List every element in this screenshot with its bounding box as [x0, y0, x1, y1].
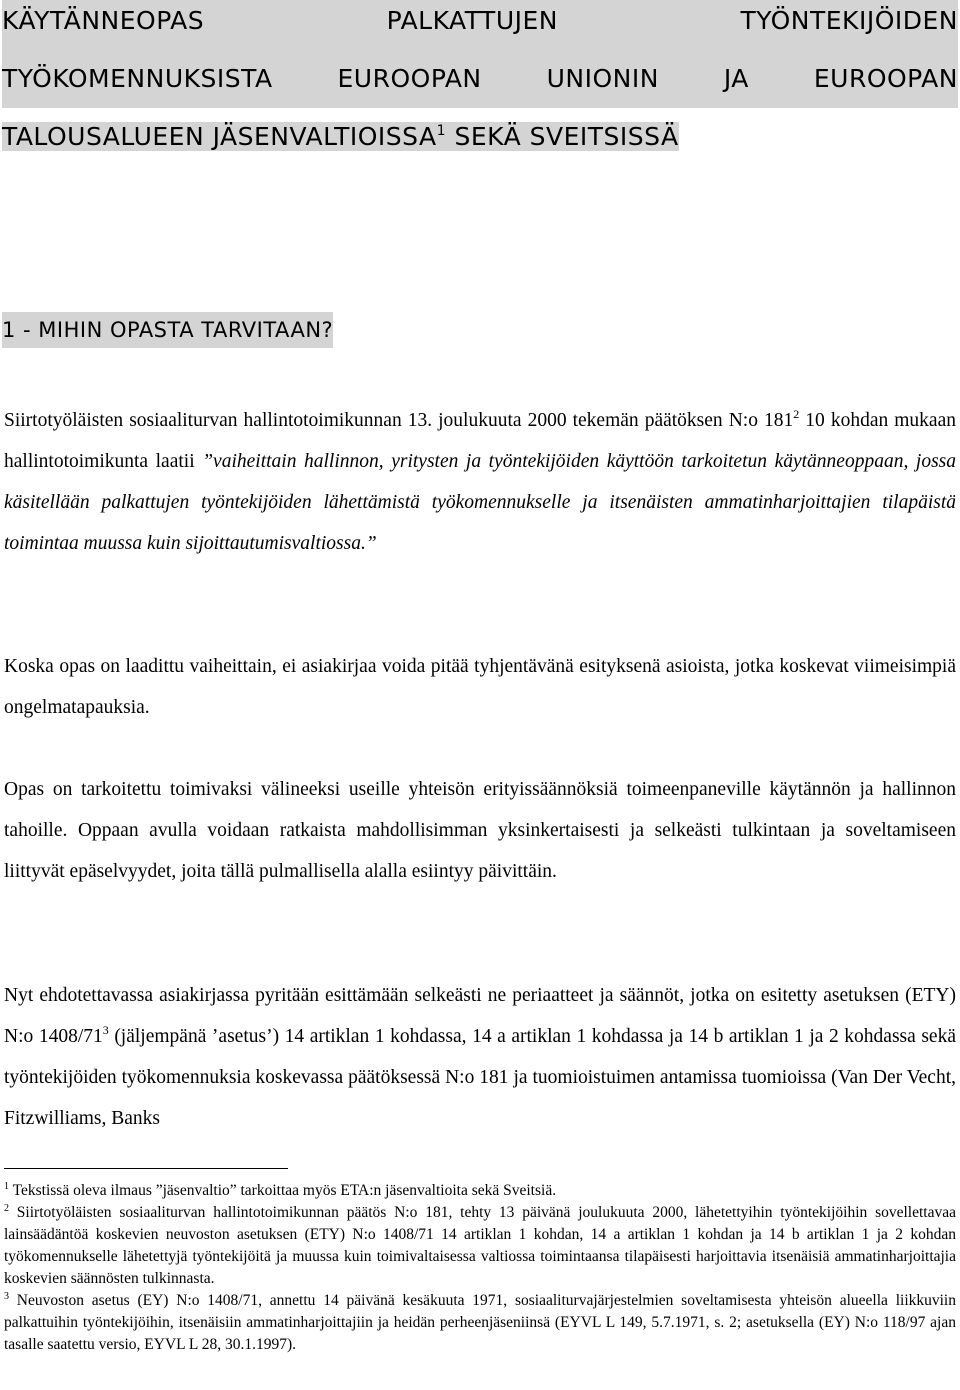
- document-title: [2, 0, 958, 166]
- title-word: TYÖNTEKIJÖIDEN: [740, 6, 958, 35]
- paragraph-text: (jäljempänä ’asetus’) 14 artiklan 1 kohdassa, 14 a artiklan 1 kohdassa ja 14 b artiklan 1 ja 2 kohdassa sekä työntekijöiden työkomennuksia koskevassa päätöksessä N:o 181 ja tuomioistuimen antamissa tuomioissa (Van Der Vecht, Fitzwilliams, Banks: [4, 1026, 956, 1129]
- title-text: SEKÄ SVEITSISSÄ: [446, 122, 679, 151]
- footnote-ref-2[interactable]: 2: [793, 407, 800, 421]
- footnote-2: [4, 1202, 956, 1290]
- footnote-text: Siirtotyöläisten sosiaaliturvan hallintotoimikunnan päätös N:o 181, tehty 13 päivänä joulukuuta 2000, lähetettyihin työntekijöihin sovellettavaa lainsäädäntöä koskevien neuvoston asetuksen (ETY) N:o 1408/71 14 artiklan 1 kohdan, 14 a artiklan 1 kohdan ja 14 b artiklan 1 ja 2 kohdan työkomennukselle lähetettyjä työntekijöitä ja muussa kuin toimivaltaisessa valtiossa toimintaansa tilapäisesti harjoittavia itsenäisiä ammatinharjoittajia koskevien säännösten tulkinnasta.: [4, 1204, 956, 1287]
- title-word: EUROOPAN: [813, 64, 958, 93]
- paragraph-3: Opas on tarkoitettu toimivaksi välineeksi useille yhteisön erityissäännöksiä toimeenpaneville käytännön ja hallinnon tahoille. Oppaan avulla voidaan ratkaista mahdollisimman yksinkertaisesti ja selkeästi tulkintaan ja soveltamiseen liittyvät epäselvyydet, joita tällä pulmallisella alalla esiintyy päivittäin.: [4, 779, 956, 882]
- title-word: JA: [723, 64, 749, 93]
- title-word: PALKATTUJEN: [386, 6, 558, 35]
- paragraph-text: Siirtotyöläisten sosiaaliturvan hallintotoimikunnan 13. joulukuuta 2000 tekemän päätöksen N:o 181: [4, 410, 794, 431]
- paragraph-2: Koska opas on laadittu vaiheittain, ei asiakirjaa voida pitää tyhjentävänä esityksenä asioista, jotka koskevat viimeisimpiä ongelmatapauksia.: [4, 656, 956, 718]
- title-word: EUROOPAN: [337, 64, 482, 93]
- paragraph-text: Nyt ehdotettavassa asiakirjassa pyritään esittämään selkeästi ne periaatteet ja säännöt, jotka on esitetty asetuksen (ETY) N:o 1408/71: [4, 985, 956, 1047]
- title-text: TALOUSALUEEN JÄSENVALTIOISSA: [2, 122, 437, 151]
- paragraph-text: 10 kohdan mukaan hallintotoimikunta laatii: [4, 410, 956, 472]
- quoted-text: ”vaiheittain hallinnon, yritysten ja työntekijöiden käyttöön tarkoitetun käytänneoppaan, jossa käsitellään palkattujen työntekijöiden lähettämistä työkomennukselle ja itsenäisten ammatinharjoittajien tilapäistä toimintaa muussa kuin sijoittautumisvaltiossa.”: [4, 451, 956, 554]
- paragraph-1: [4, 400, 956, 564]
- footnotes: [4, 1180, 956, 1356]
- footnote-text: Tekstissä oleva ilmaus ”jäsenvaltio” tarkoittaa myös ETA:n jäsenvaltioita sekä Sveitsiä.: [9, 1182, 557, 1199]
- footnote-number: 3: [4, 1291, 9, 1302]
- footnote-ref-1[interactable]: 1: [436, 123, 447, 139]
- paragraph-4: [4, 975, 956, 1139]
- footnote-number: 1: [4, 1181, 9, 1192]
- title-line-2: [2, 50, 958, 108]
- footnote-divider: [4, 1168, 288, 1169]
- title-line-1: [2, 0, 958, 50]
- footnote-text: Neuvoston asetus (EY) N:o 1408/71, annettu 14 päivänä kesäkuuta 1971, sosiaaliturvajärjestelmien soveltamisesta yhteisön alueella liikkuviin palkattuihin työntekijöihin, itsenäisiin ammatinharjoittajiin ja heidän perheenjäseniinsä (EYVL L 149, 5.7.1971, s. 2; asetuksella (EY) N:o 118/97 ajan tasalle saatettu versio, EYVL L 28, 30.1.1997).: [4, 1292, 956, 1353]
- footnote-1: [4, 1180, 956, 1202]
- title-word: KÄYTÄNNEOPAS: [2, 6, 205, 35]
- title-word: UNIONIN: [546, 64, 659, 93]
- footnote-number: 2: [4, 1203, 9, 1214]
- footnote-3: [4, 1290, 956, 1356]
- footnote-ref-3[interactable]: 3: [102, 1023, 109, 1037]
- title-word: TYÖKOMENNUKSISTA: [2, 64, 273, 93]
- section-heading: 1 - MIHIN OPASTA TARVITAAN?: [2, 312, 333, 348]
- title-line-3: [2, 108, 958, 166]
- title-line-3-text: [2, 122, 679, 151]
